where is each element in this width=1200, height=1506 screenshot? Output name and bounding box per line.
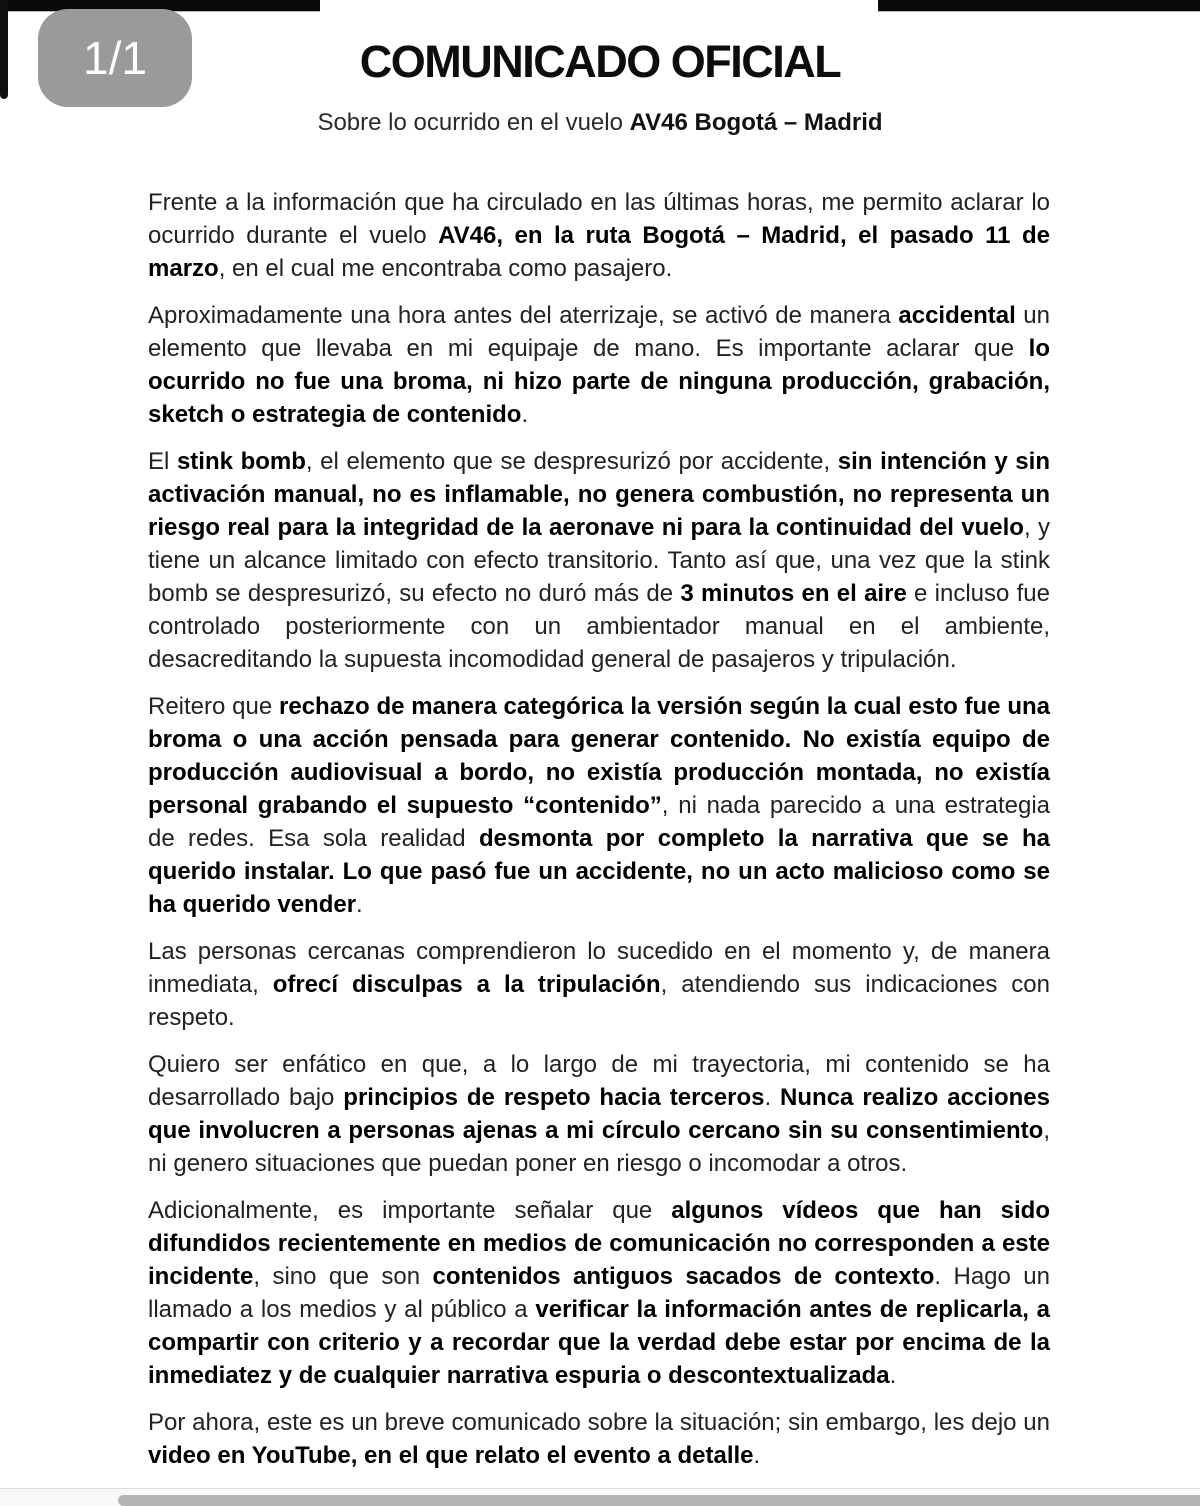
text-run: Frente a la información que ha circulado en las últimas horas, me permito aclarar lo ocurrido durante el vuelo [148,189,1050,249]
text-run: Reitero que [148,693,279,720]
text-run: , sino que son [253,1263,433,1290]
document-header [0,36,1200,137]
text-run: Quiero ser enfático en que, a lo largo de mi trayectoria, mi contenido se ha desarrollado bajo [148,1051,1050,1111]
text-run: e incluso fue controlado posteriormente con un ambientador manual en el ambiente, desacreditando la supuesta incomodidad general de pasajeros y tripulación. [148,580,1051,673]
paragraph [148,935,1050,1034]
text-run-bold: AV46, en la ruta Bogotá – Madrid, el pasado 11 de marzo [148,222,1050,282]
text-run: El [148,448,177,475]
text-run-bold: Nunca realizo acciones que involucren a personas ajenas a mi círculo cercano sin su consentimiento [148,1084,1050,1144]
subtitle-prefix: Sobre lo ocurrido en el vuelo [317,109,630,136]
text-run-bold: rechazo de manera categórica la versión según la cual esto fue una broma o una acción pensada para generar contenido. No existía equipo de producción audiovisual a bordo, no existía producción montada, no existía personal grabando el supuesto “contenido” [148,693,1050,819]
text-run-bold: algunos vídeos que han sido difundidos recientemente en medios de comunicación no corresponden a este incidente [148,1197,1050,1290]
document-subtitle [0,109,1200,137]
text-run-bold: stink bomb [176,448,306,475]
text-run: . [521,401,529,428]
text-run-bold: desmonta por completo la narrativa que se ha querido instalar. Lo que pasó fue un accidente, no un acto malicioso como se ha querido vender [148,825,1051,918]
text-run: , ni nada parecido a una estrategia de redes. Esa sola realidad [148,792,1050,852]
text-run: Adicionalmente, es importante señalar que [148,1197,672,1224]
text-run-bold: sin intención y sin activación manual, no es inflamable, no genera combustión, no representa un riesgo real para la integridad de la aeronave ni para la continuidad del vuelo [148,448,1050,541]
text-run: . [356,891,363,918]
text-run: . Hago un llamado a los medios y al público a [148,1263,1050,1323]
paragraph [148,1194,1050,1392]
text-run: Aproximadamente una hora antes del aterrizaje, se activó de manera [148,302,899,329]
text-run-bold: accidental [898,302,1016,329]
page-counter-label: 1/1 [83,32,147,84]
text-run: un elemento que llevaba en mi equipaje de mano. Es importante aclarar que [148,302,1050,362]
paragraph [148,690,1050,921]
horizontal-scrollbar-thumb[interactable] [118,1495,1200,1506]
top-bar-right-segment [878,0,1200,12]
paragraph [148,186,1050,285]
text-run: Por ahora, este es un breve comunicado sobre la situación; sin embargo, les dejo un [148,1409,1050,1436]
text-run-bold: contenidos antiguos sacados de contexto [432,1263,935,1290]
text-run: , y tiene un alcance limitado con efecto transitorio. Tanto así que, una vez que la stink bomb se despresurizó, su efecto no duró más de [148,514,1050,607]
text-run-bold: verificar la información antes de replicarla, a compartir con criterio y a recordar que la verdad debe estar por encima de la inmediatez y de cualquier narrativa espuria o descontextualizada [148,1296,1050,1389]
subtitle-flight-route: AV46 Bogotá – Madrid [629,109,883,136]
text-run: . [889,1362,897,1389]
text-run: , en el cual me encontraba como pasajero. [218,255,673,282]
document-body [148,186,1050,1486]
paragraph [148,1048,1050,1180]
text-run: . [764,1084,781,1111]
text-run-bold: video en YouTube, en el que relato el evento a detalle [148,1442,754,1469]
text-run: , ni genero situaciones que puedan poner en riesgo o incomodar a otros. [148,1117,1050,1177]
page-title: COMUNICADO OFICIAL [359,36,841,87]
paragraph [148,1406,1050,1472]
text-run: , atendiendo sus indicaciones con respeto. [148,971,1050,1031]
text-run-bold: lo ocurrido no fue una broma, ni hizo parte de ninguna producción, grabación, sketch o estrategia de contenido [148,335,1050,428]
text-run-bold: principios de respeto hacia terceros [343,1084,765,1111]
text-run: Las personas cercanas comprendieron lo sucedido en el momento y, de manera inmediata, [148,938,1050,998]
paragraph [148,299,1050,431]
text-run: , el elemento que se despresurizó por accidente, [305,448,838,475]
text-run-bold: ofrecí disculpas a la tripulación [272,971,661,998]
text-run: . [753,1442,761,1469]
text-run-bold: 3 minutos en el aire [680,580,907,607]
paragraph [148,445,1050,676]
